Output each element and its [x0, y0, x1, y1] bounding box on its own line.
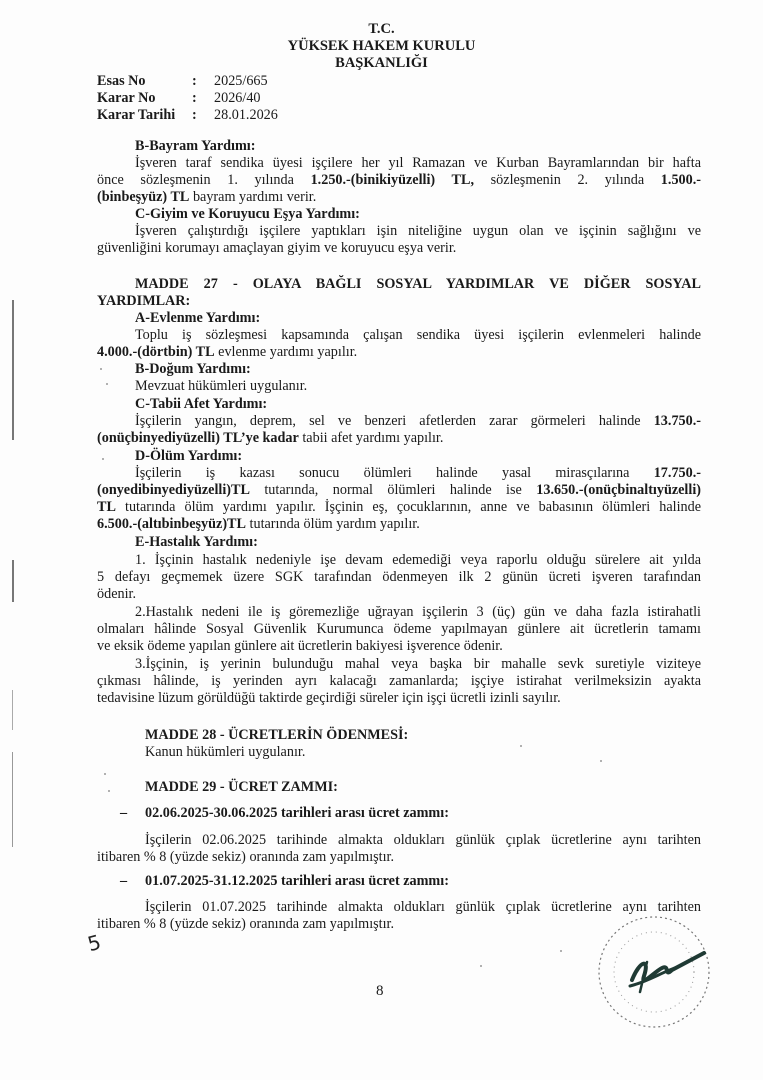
hastalik-p2-line-3 — [97, 638, 701, 655]
amount: 1.500.- — [660, 172, 701, 188]
margin-line — [12, 690, 13, 730]
text: itibaren % 8 (yüzde sekiz) oranında zam yapılmıştır. — [97, 849, 395, 865]
text: MADDE 29 - ÜCRET ZAMMI: — [145, 779, 338, 795]
madde27-title-2 — [97, 293, 701, 310]
scan-speck — [102, 458, 104, 460]
giyim-title — [135, 206, 360, 223]
text: tutarında ölüm yardım yapılır. — [245, 516, 420, 532]
scan-speck — [108, 790, 110, 792]
text: 5 defayı geçmemek üzere SGK tarafından ödenmeyen ilk 2 günün ücreti işveren tarafından — [97, 569, 701, 585]
esas-no-row — [97, 73, 268, 90]
text: tutarında, normal ölümleri halinde ise — [249, 482, 537, 498]
text: 1. İşçinin hastalık nedeniyle işe devam edemediği veya raporlu olduğu sürelere ait yılda — [135, 552, 701, 568]
text: İşçilerin 01.07.2025 tarihinde almakta oldukları günlük çıplak ücretlerine aynı tarihten — [145, 899, 701, 915]
text: ve eksik ödeme yapılan günlere ait ücretlerin bakiyesi işverence ödenir. — [97, 638, 503, 654]
text: İşveren taraf sendika üyesi işçilere her yıl Ramazan ve Kurban Bayramlarından bir hafta — [135, 155, 701, 171]
amount: (onüçbinyediyüzelli) TL’ye kadar — [97, 430, 299, 446]
olum-line-3 — [97, 499, 701, 516]
text: 02.06.2025-30.06.2025 tarihleri arası ücret zammı: — [145, 805, 449, 821]
giyim-line-2 — [97, 240, 701, 257]
esas-no-value: 2025/665 — [214, 73, 268, 89]
header-tc: T.C. — [368, 21, 395, 37]
hastalik-p1-line-1 — [135, 552, 701, 569]
text: C-Tabii Afet Yardımı: — [135, 396, 268, 412]
karar-no-row — [97, 90, 261, 107]
separator: : — [192, 107, 197, 123]
amount: TL — [97, 499, 116, 515]
scan-speck — [560, 950, 562, 952]
dogum-line-1 — [135, 378, 307, 395]
text: çıkması hâlinde, iş yerinden ayrı kalacağı zamanlarda; işçiye istirahat verilmeksizin ayakta — [97, 673, 701, 689]
madde29-item-1-line-1 — [145, 832, 701, 849]
amount: (binbeşyüz) TL — [97, 189, 190, 205]
bayram-line-1 — [135, 155, 701, 172]
karar-tarihi-label: Karar Tarihi — [97, 107, 176, 123]
madde27-title-1 — [135, 276, 701, 293]
margin-line — [12, 300, 14, 440]
esas-no-label: Esas No — [97, 73, 146, 89]
text: tedavisine lüzum görüldüğü taktirde geçirdiği süreler için işçi ücretli izinli sayılır. — [97, 690, 561, 706]
text: A-Evlenme Yardımı: — [135, 310, 261, 326]
stamp-signature-image — [592, 910, 717, 1035]
hastalik-p3-line-3 — [97, 690, 701, 707]
separator: : — [192, 73, 197, 89]
text: tutarında ölüm yardımı yapılır. İşçinin eş, çocuklarının, anne ve babasının ölümleri halinde — [115, 499, 701, 515]
afet-title — [135, 396, 267, 413]
karar-tarihi-row — [97, 107, 278, 124]
hastalik-p2-line-2 — [97, 621, 701, 638]
madde29-title — [145, 779, 338, 796]
hastalik-title — [135, 534, 258, 551]
bayram-line-3 — [97, 189, 701, 206]
header-institution: YÜKSEK HAKEM KURULU — [287, 38, 476, 54]
scan-speck — [600, 760, 602, 762]
bullet-dash: – — [120, 805, 128, 821]
scan-speck — [100, 368, 102, 370]
text: E-Hastalık Yardımı: — [135, 534, 258, 550]
text: Toplu iş sözleşmesi kapsamında çalışan sendika üyesi işçilerin evlenmeleri halinde — [135, 327, 701, 343]
bayram-title — [135, 138, 255, 155]
header-department: BAŞKANLIĞI — [335, 55, 428, 71]
hastalik-p1-line-2 — [97, 569, 701, 586]
hastalik-p3-line-2 — [97, 673, 701, 690]
scan-speck — [106, 383, 108, 385]
text: İşçilerin 02.06.2025 tarihinde almakta oldukları günlük çıplak ücretlerine aynı tarihten — [145, 832, 701, 848]
bayram-title-text: B-Bayram Yardımı: — [135, 138, 256, 154]
text: MADDE 27 - OLAYA BAĞLI SOSYAL YARDIMLAR VE DİĞER SOSYAL — [135, 276, 701, 292]
giyim-title-text: C-Giyim ve Koruyucu Eşya Yardımı: — [135, 206, 360, 222]
dogum-title — [135, 361, 251, 378]
text: olmaları hâlinde Sosyal Güvenlik Kurumunca ödeme yapılmayan günlere ait ücretlerin tamamı — [97, 621, 701, 637]
text: sözleşmenin 2. yılında — [474, 172, 661, 188]
evlenme-line-1 — [135, 327, 701, 344]
amount: 13.750.- — [653, 413, 701, 429]
giyim-line-1 — [135, 223, 701, 240]
handwritten-mark: 5 — [84, 929, 104, 957]
text: 3.İşçinin, iş yerinin bulunduğu mahal veya başka bir mahalle sevk suretiyle viziteye — [135, 656, 701, 672]
scan-speck — [480, 965, 482, 967]
hastalik-p3-line-1 — [135, 656, 701, 673]
amount: (onyedibinyediyüzelli)TL — [97, 482, 250, 498]
text: 01.07.2025-31.12.2025 tarihleri arası ücret zammı: — [145, 873, 449, 889]
text: ödenir. — [97, 586, 137, 602]
text: D-Ölüm Yardımı: — [135, 448, 243, 464]
text: YARDIMLAR: — [97, 293, 191, 309]
amount: 6.500.-(altıbinbeşyüz)TL — [97, 516, 246, 532]
karar-no-label: Karar No — [97, 90, 156, 106]
text: evlenme yardımı yapılır. — [214, 344, 358, 360]
karar-no-value: 2026/40 — [214, 90, 261, 106]
scan-speck — [520, 745, 522, 747]
madde28-line-1 — [145, 744, 305, 761]
bullet-dash: – — [120, 873, 128, 889]
olum-title — [135, 448, 242, 465]
text: Mevzuat hükümleri uygulanır. — [135, 378, 308, 394]
text: İşçilerin yangın, deprem, sel ve benzeri afetlerden zarar görmeleri halinde — [135, 413, 654, 429]
madde29-item-1-line-2 — [97, 849, 701, 866]
madde29-item-2-heading — [120, 873, 449, 890]
separator: : — [192, 90, 197, 106]
page-number: 8 — [376, 983, 384, 999]
text: tabii afet yardımı yapılır. — [298, 430, 444, 446]
madde28-title — [145, 727, 408, 744]
text: bayram yardımı verir. — [189, 189, 317, 205]
amount: 17.750.- — [653, 465, 701, 481]
amount: 4.000.-(dörtbin) TL — [97, 344, 215, 360]
olum-line-4 — [97, 516, 701, 533]
olum-line-1 — [135, 465, 701, 482]
karar-tarihi-value: 28.01.2026 — [214, 107, 278, 123]
afet-line-1 — [135, 413, 701, 430]
margin-line — [12, 560, 14, 602]
amount: 1.250.-(binikiyüzelli) TL, — [310, 172, 474, 188]
amount: 13.650.-(onüçbinaltıyüzelli) — [536, 482, 701, 498]
scan-speck — [104, 773, 106, 775]
text: İşçilerin iş kazası sonucu ölümleri halinde yasal mirasçılarına — [135, 465, 654, 481]
text: B-Doğum Yardımı: — [135, 361, 251, 377]
margin-line — [12, 752, 13, 847]
afet-line-2 — [97, 430, 701, 447]
text: 2.Hastalık nedeni ile iş göremezliğe uğrayan işçilerin 3 (üç) gün ve daha fazla istirahatli — [135, 604, 701, 620]
madde29-item-1-heading — [120, 805, 449, 822]
text: Kanun hükümleri uygulanır. — [145, 744, 306, 760]
bayram-line-2 — [97, 172, 701, 189]
evlenme-title — [135, 310, 260, 327]
text: güvenliğini korumayı amaçlayan giyim ve koruyucu eşya verir. — [97, 240, 457, 256]
hastalik-p2-line-1 — [135, 604, 701, 621]
olum-line-2 — [97, 482, 701, 499]
text: önce sözleşmenin 1. yılında — [97, 172, 311, 188]
hastalik-p1-line-3 — [97, 586, 701, 603]
text: İşveren çalıştırdığı işçilere yaptıkları işin niteliğine uygun olan ve işçinin sağlığını ve — [135, 223, 701, 239]
evlenme-line-2 — [97, 344, 701, 361]
text: MADDE 28 - ÜCRETLERİN ÖDENMESİ: — [145, 727, 409, 743]
text: itibaren % 8 (yüzde sekiz) oranında zam yapılmıştır. — [97, 916, 395, 932]
